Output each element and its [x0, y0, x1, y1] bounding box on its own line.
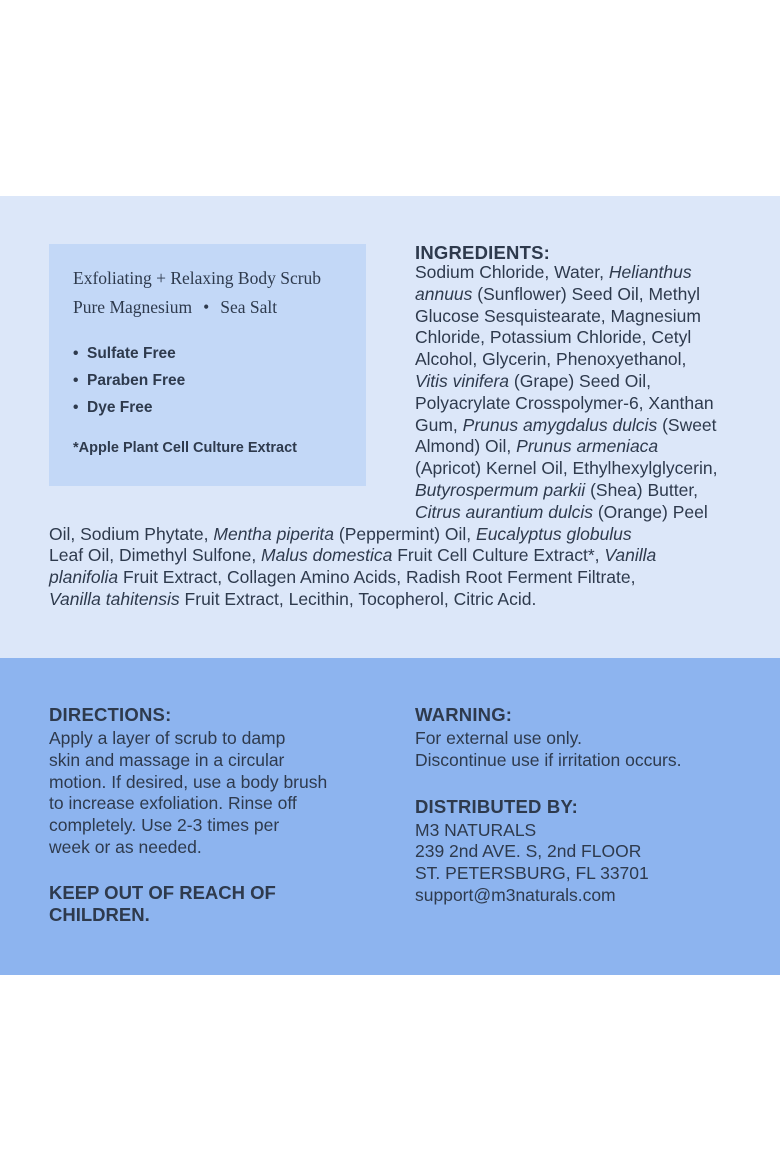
warning-text: For external use only. Discontinue use if irritation occurs.	[415, 728, 682, 770]
ingredients-line: Chloride, Potassium Chloride, Cetyl	[415, 327, 692, 348]
bullet-icon: •	[73, 345, 79, 362]
feature-list	[73, 340, 366, 421]
distributor-street: 239 2nd AVE. S, 2nd FLOOR	[415, 841, 642, 862]
warning-heading: WARNING:	[415, 704, 513, 725]
ingredients-line: Butyrospermum parkii (Shea) Butter,	[415, 480, 699, 500]
ingredients-line: Almond) Oil, Prunus armeniaca	[415, 436, 659, 457]
separator-dot: •	[203, 297, 210, 317]
distributor-email: support@m3naturals.com	[415, 884, 616, 905]
distributor-address	[415, 820, 755, 907]
ingredients-line: Polyacrylate Crosspolymer-6, Xanthan	[415, 392, 714, 413]
ingredients-heading: INGREDIENTS:	[415, 242, 550, 263]
ingredients-line: Vanilla tahitensis Fruit Extract, Lecithin, Tocopherol, Citric Acid.	[49, 589, 537, 609]
feature-item: • Paraben Free	[73, 367, 366, 394]
warning-section	[415, 704, 755, 907]
distributor-city: ST. PETERSBURG, FL 33701	[415, 863, 649, 884]
feature-item: • Dye Free	[73, 394, 366, 421]
ingredients-line: Vitis vinifera (Grape) Seed Oil,	[415, 371, 652, 391]
ingredients-line: Citrus aurantium dulcis (Orange) Peel	[415, 501, 708, 522]
distributed-by-heading: DISTRIBUTED BY:	[415, 795, 578, 817]
ingredients-line: planifolia Fruit Extract, Collagen Amino Acids, Radish Root Ferment Filtrate,	[49, 567, 636, 588]
product-key-ingredients	[73, 293, 366, 322]
key-ingredient-sea-salt: Sea Salt	[220, 297, 278, 317]
directions-heading: DIRECTIONS:	[49, 704, 172, 725]
bullet-icon: •	[73, 399, 79, 416]
distributor-name: M3 NATURALS	[415, 819, 537, 840]
key-ingredient-magnesium: Pure Magnesium	[73, 297, 193, 317]
ingredients-line: annuus (Sunflower) Seed Oil, Methyl	[415, 283, 701, 304]
ingredients-line: (Apricot) Kernel Oil, Ethylhexylglycerin,	[415, 458, 718, 479]
footnote: *Apple Plant Cell Culture Extract	[73, 440, 297, 456]
feature-item: • Sulfate Free	[73, 340, 366, 367]
bullet-icon: •	[73, 372, 79, 389]
ingredients-line: Leaf Oil, Dimethyl Sulfone, Malus domestica Fruit Cell Culture Extract*, Vanilla	[49, 545, 657, 566]
product-callout-box	[49, 244, 366, 486]
ingredients-line: Gum, Prunus amygdalus dulcis (Sweet	[415, 414, 717, 435]
ingredients-line: Sodium Chloride, Water, Helianthus	[415, 262, 692, 282]
ingredients-line: Alcohol, Glycerin, Phenoxyethanol,	[415, 349, 687, 370]
ingredients-line: Oil, Sodium Phytate, Mentha piperita (Peppermint) Oil, Eucalyptus globulus	[49, 523, 632, 544]
directions-text: Apply a layer of scrub to damp skin and massage in a circular motion. If desired, use a body brush to increase exfoliation. Rinse off completely. Use 2-3 times per week or as needed.	[49, 728, 328, 857]
product-description: Exfoliating + Relaxing Body Scrub	[73, 268, 322, 288]
keep-out-of-reach-warning: KEEP OUT OF REACH OF CHILDREN.	[49, 881, 276, 925]
directions-section	[49, 704, 379, 926]
ingredients-line: Glucose Sesquistearate, Magnesium	[415, 305, 701, 326]
